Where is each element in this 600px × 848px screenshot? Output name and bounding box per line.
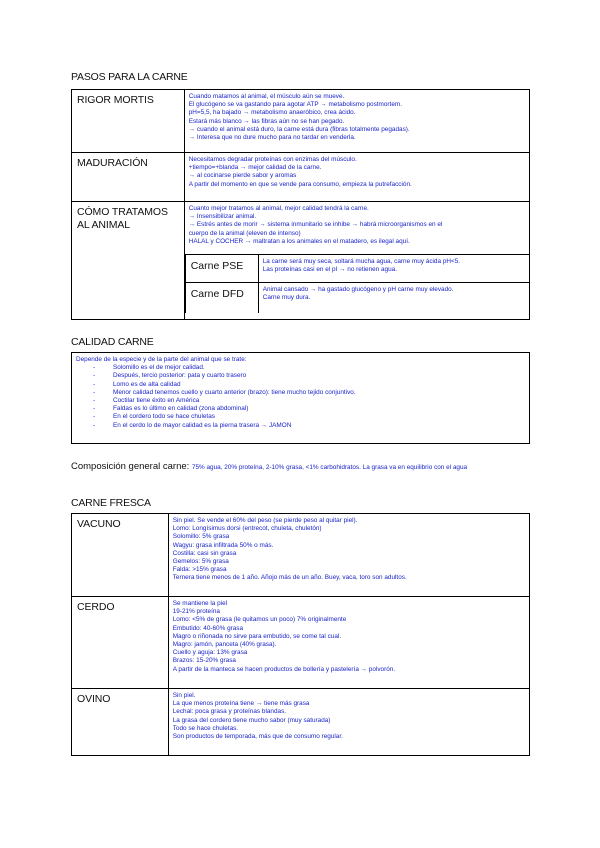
- text-line: cuerpo de la animal (eleven de intenso): [188, 229, 301, 237]
- text-line: Lomo: <5% de grasa (le quitamos un poco) 7% originalmente: [172, 616, 347, 624]
- row-carne-dfd: [185, 283, 529, 313]
- composicion-label: Composición general carne:: [71, 461, 190, 472]
- row-label: VACUNO: [72, 514, 169, 597]
- row-label: RIGOR MORTIS: [72, 90, 185, 153]
- text-line: La grasa del cordero tiene mucho sabor (muy saturada): [172, 716, 331, 724]
- list-item: - Lomo es de alta calidad: [93, 380, 181, 388]
- composicion-paragraph: [71, 461, 531, 474]
- text-line: +tiempo=+blanda → mejor calidad de la carne.: [188, 164, 322, 172]
- row-carne-pse: [185, 255, 529, 283]
- text-line: Son productos de temporada, más que de consumo regular.: [172, 733, 343, 741]
- text-line: Solomillo: 5% grasa: [172, 533, 230, 541]
- row-content: [184, 90, 529, 153]
- text-line: A partir del momento en que se vende para consumo, empieza la putrefacción.: [188, 180, 412, 188]
- composicion-text: 75% agua, 20% proteína, 2-10% grasa, <1% carbohidratos. La grasa va en equilibrio con el agua: [191, 464, 468, 471]
- row-label: OVINO: [72, 689, 169, 756]
- text-line: Wagyu: grasa infiltrada 50% o más.: [172, 541, 274, 549]
- text-line: → Estrés antes de morir → sistema inmunitario se inhibe → habrá microorganismos en el: [188, 221, 443, 229]
- row-content: [168, 597, 529, 689]
- list-item: - Coctilar tiene éxito en América: [93, 397, 200, 405]
- text-line: Cuello y aguja: 13% grasa: [172, 649, 248, 657]
- list-item: - En el cordero todo se hace chuletas: [93, 413, 215, 421]
- text-line: → al cocinarse pierde sabor y aromas: [188, 172, 297, 180]
- list-item: - En el cerdo lo de mayor calidad es la pierna trasera → JAMÓN: [93, 421, 292, 429]
- list-item: - Faldas es lo último en calidad (zona abdominal): [93, 405, 249, 413]
- row-content: [258, 255, 529, 283]
- text-line: Ternera tiene menos de 1 año. Añojo más de un año. Buey, vaca, toro son adultos.: [172, 574, 407, 582]
- text-line: Necesitamos degradar proteínas con enzimas del músculo.: [188, 156, 357, 163]
- row-como-tratamos: [72, 202, 530, 320]
- text-line: Brazos: 15-20% grasa: [172, 657, 236, 665]
- row-vacuno: [72, 514, 530, 597]
- text-line: La carne será muy seca, soltará mucha agua, carne muy ácida pH<5.: [262, 258, 461, 265]
- table-pasos: [71, 89, 530, 320]
- text-line: Falda: >15% grasa: [172, 566, 227, 574]
- row-content: [258, 283, 529, 313]
- text-line: Sin piel.: [172, 692, 196, 699]
- text-line: Lechal: poca grasa y proteínas blandas.: [172, 708, 287, 716]
- list-item: - Solomillo es el de mejor calidad.: [93, 364, 205, 372]
- text-line: Sin piel. Se vende el 60% del peso (se pierde peso al quitar piel).: [172, 517, 358, 524]
- text-line: Lomo: Longísimus dorsi (entrecot, chuleta, chuletón): [172, 525, 322, 533]
- text-line: Gemelos: 5% grasa: [172, 558, 229, 566]
- text-line: pH=5,5, ha bajado → metabolismo anaeróbico, crea ácido.: [188, 109, 356, 117]
- text-line: → Insensibilizar animal.: [188, 213, 257, 221]
- table-fresca: [71, 513, 530, 756]
- section-title-calidad: CALIDAD CARNE: [71, 336, 154, 348]
- subtable-carne-tipos: [185, 254, 529, 313]
- list-item: - Después, tercio posterior: pata y cuarto trasero: [93, 372, 247, 380]
- row-maduracion: [72, 153, 530, 202]
- section-title-fresca: CARNE FRESCA: [71, 497, 151, 509]
- section-title-pasos: PASOS PARA LA CARNE: [71, 71, 188, 83]
- text-line: Cuanto mejor tratamos al animal, mejor calidad tendrá la carne.: [188, 205, 369, 212]
- text-line: Todo se hace chuletas.: [172, 724, 239, 732]
- table-calidad: [71, 352, 530, 444]
- calidad-content: [72, 353, 530, 444]
- text-line: Magro o riñonada no sirve para embutido, se come tal cual.: [172, 632, 342, 640]
- text-line: Animal cansado → ha gastado glucógeno y pH carne muy elevado.: [262, 286, 454, 293]
- text-line: Costilla: casi sin grasa: [172, 549, 237, 557]
- row-content: [168, 514, 529, 597]
- row-label: CERDO: [72, 597, 169, 689]
- text-line: La que menos proteína tiene → tiene más grasa: [172, 700, 310, 708]
- row-content: [184, 202, 529, 320]
- text-line: → Interesa que no dure mucho para no tardar en venderla.: [188, 134, 356, 142]
- row-label: Carne DFD: [185, 283, 258, 313]
- row-content: [168, 689, 529, 756]
- list-item: - Menor calidad tenemos cuello y cuarto anterior (brazo): tiene mucho tejido conjuntivo.: [93, 388, 356, 396]
- calidad-intro: Depende de la especie y de la parte del animal que se trate:: [76, 356, 247, 363]
- text-line: El glucógeno se va gastando para agotar ATP → metabolismo postmortem.: [188, 101, 402, 109]
- text-line: HALAL y COCHER → maltratan a los animales en el matadero, es ilegal aquí.: [188, 237, 410, 245]
- text-line: Cuando matamos al animal, el músculo aún se mueve.: [188, 93, 345, 100]
- text-line: Magro: jamón, panceta (40% grasa).: [172, 641, 277, 649]
- row-label: Carne PSE: [185, 255, 258, 283]
- row-rigor-mortis: [72, 90, 530, 153]
- text-line: → cuando el animal está duro, la carne está dura (fibras totalmente pegadas).: [188, 125, 410, 133]
- text-line: Carne muy dura.: [262, 294, 311, 302]
- row-ovino: [72, 689, 530, 756]
- row-label: MADURACIÓN: [72, 153, 185, 202]
- text-line: A partir de la manteca se hacen productos de bollería y pastelería → polvorón.: [172, 665, 396, 673]
- text-line: 19-21% proteína: [172, 608, 220, 616]
- text-line: Las proteínas casi en el pI → no retienen agua.: [262, 266, 398, 274]
- row-cerdo: [72, 597, 530, 689]
- text-line: Estará más blanco → las fibras aún no se han pegado.: [188, 117, 345, 125]
- text-line: Embutido: 40-60% grasa: [172, 624, 244, 632]
- text-line: Se mantiene la piel: [172, 600, 228, 607]
- row-content: [184, 153, 529, 202]
- row-label: CÓMO TRATAMOS AL ANIMAL: [72, 202, 185, 320]
